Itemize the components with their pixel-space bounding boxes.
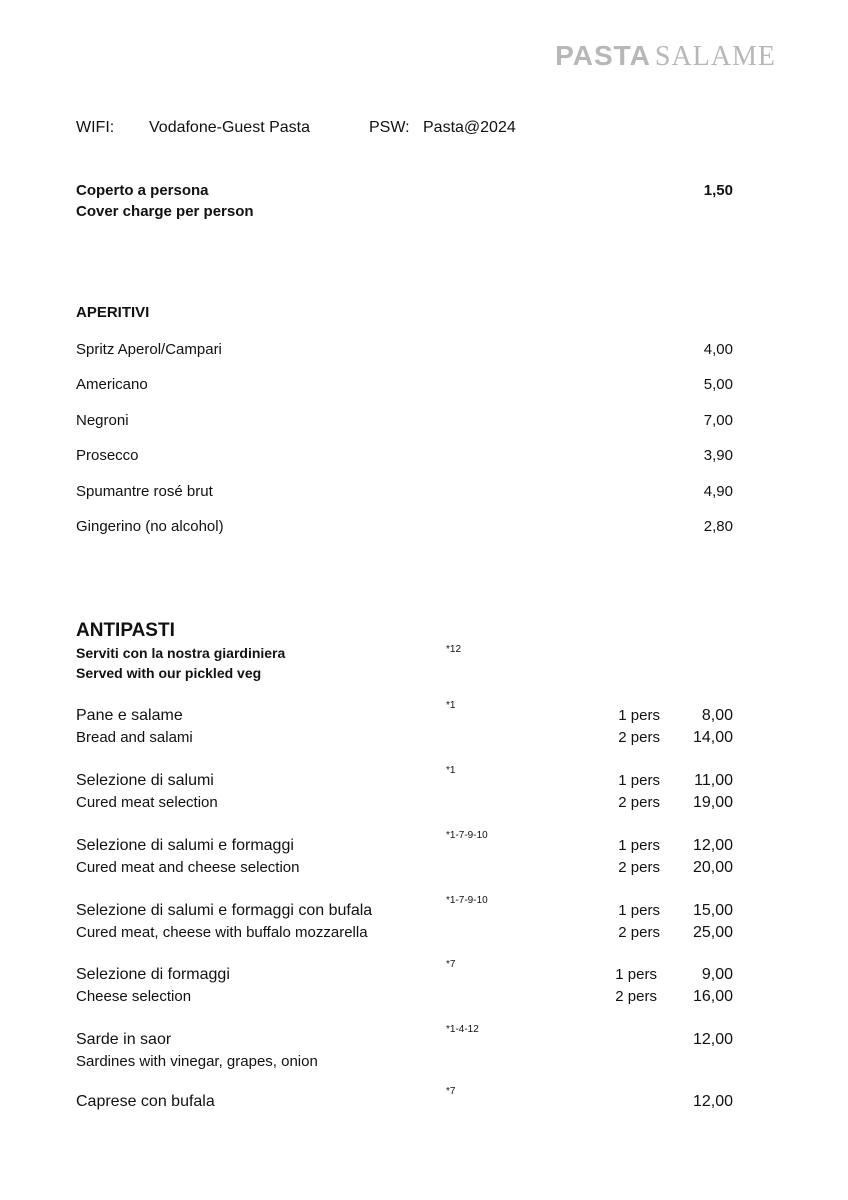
portion-1: 1 pers (618, 837, 660, 854)
allergen-codes: *1 (446, 700, 456, 711)
menu-item (76, 700, 733, 752)
portion-1: 1 pers (618, 902, 660, 919)
price-1: 12,00 (692, 1093, 733, 1110)
item-price: 3,90 (703, 447, 733, 465)
dish-name: Selezione di salumi (76, 772, 214, 789)
item-price: 7,00 (703, 411, 733, 429)
price-2: 14,00 (692, 729, 733, 746)
list-item (76, 411, 733, 446)
dish-translation: Bread and salami (76, 729, 193, 746)
menu-item (76, 959, 733, 1011)
list-item (76, 340, 733, 375)
antipasti-allergens: *12 (446, 644, 462, 655)
dish-translation: Cheese selection (76, 988, 192, 1005)
item-price: 5,00 (703, 376, 733, 394)
allergen-codes: *1 (446, 765, 456, 776)
wifi-network: Vodafone-Guest Pasta (149, 119, 310, 136)
cover-charge-price: 1,50 (703, 182, 733, 199)
list-item (76, 517, 733, 552)
item-name: Americano (76, 376, 148, 394)
dish-translation: Sardines with vinegar, grapes, onion (76, 1053, 318, 1070)
menu-item (76, 895, 733, 947)
logo-salame: SALAME (654, 41, 776, 72)
section-title-aperitivi: APERITIVI (76, 304, 150, 321)
portion-2: 2 pers (615, 988, 657, 1005)
price-1: 15,00 (692, 902, 733, 919)
list-item (76, 375, 733, 410)
dish-name: Selezione di salumi e formaggi (76, 837, 294, 854)
wifi-password: Pasta@2024 (423, 119, 516, 136)
dish-name: Pane e salame (76, 707, 183, 724)
list-item (76, 482, 733, 517)
price-2: 19,00 (692, 794, 733, 811)
menu-item (76, 830, 733, 882)
portion-2: 2 pers (618, 729, 660, 746)
antipasti-subtitle-en: Served with our pickled veg (76, 665, 262, 681)
dish-name: Sarde in saor (76, 1031, 172, 1048)
item-price: 2,80 (703, 517, 733, 535)
item-name: Gingerino (no alcohol) (76, 517, 224, 535)
wifi-label: WIFI: (76, 119, 115, 136)
allergen-codes: *1-4-12 (446, 1024, 479, 1035)
portion-2: 2 pers (618, 924, 660, 941)
dish-translation: Cured meat, cheese with buffalo mozzarella (76, 924, 368, 941)
menu-item (76, 1086, 733, 1138)
price-1: 9,00 (701, 966, 733, 983)
portion-1: 1 pers (615, 966, 657, 983)
list-item (76, 446, 733, 481)
logo (555, 40, 776, 73)
antipasti-subtitle-it: Serviti con la nostra giardiniera (76, 645, 286, 661)
allergen-codes: *7 (446, 959, 456, 970)
price-1: 11,00 (694, 772, 733, 789)
dish-name: Selezione di formaggi (76, 966, 230, 983)
price-2: 16,00 (692, 988, 733, 1005)
allergen-codes: *7 (446, 1086, 456, 1097)
item-name: Spritz Aperol/Campari (76, 341, 222, 358)
aperitivi-list (76, 340, 733, 552)
price-1: 12,00 (692, 837, 733, 854)
item-name: Spumantre rosé brut (76, 482, 213, 500)
portion-2: 2 pers (618, 859, 660, 876)
allergen-codes: *1-7-9-10 (446, 830, 488, 841)
cover-charge-it: Coperto a persona (76, 182, 209, 199)
price-2: 20,00 (692, 859, 733, 876)
portion-1: 1 pers (618, 772, 660, 789)
menu-item (76, 1024, 733, 1076)
dish-translation: Cured meat and cheese selection (76, 859, 300, 876)
dish-name: Caprese con bufala (76, 1093, 215, 1110)
item-price: 4,90 (703, 482, 733, 500)
portion-2: 2 pers (618, 794, 660, 811)
item-price: 4,00 (703, 341, 733, 358)
item-name: Prosecco (76, 447, 139, 465)
cover-charge-en: Cover charge per person (76, 203, 254, 220)
dish-translation: Cured meat selection (76, 794, 218, 811)
dish-name: Selezione di salumi e formaggi con bufala (76, 902, 373, 919)
portion-1: 1 pers (618, 707, 660, 724)
wifi-psw-label: PSW: (369, 119, 410, 136)
section-title-antipasti: ANTIPASTI (76, 620, 175, 641)
item-name: Negroni (76, 411, 129, 429)
logo-pasta: PASTA (555, 40, 651, 71)
allergen-codes: *1-7-9-10 (446, 895, 488, 906)
price-2: 25,00 (692, 924, 733, 941)
menu-item (76, 765, 733, 817)
price-1: 12,00 (692, 1031, 733, 1048)
price-1: 8,00 (701, 707, 733, 724)
